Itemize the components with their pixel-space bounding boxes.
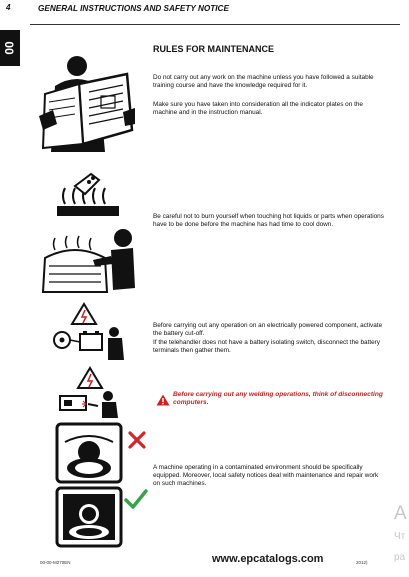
- welding-illustration: [52, 366, 132, 420]
- chapter-tab-label: 00: [2, 41, 17, 55]
- overlay-fragment-2: ра: [394, 552, 406, 563]
- header-title: GENERAL INSTRUCTIONS AND SAFETY NOTICE: [38, 4, 229, 13]
- indicator-plates-notice: Make sure you have taken into consideration all the indicator plates on the machine and in the instruction manual.: [153, 101, 363, 117]
- welding-warning-text: Before carrying out any welding operations, think of disconnecting computers.: [173, 391, 383, 407]
- watermark: www.epcatalogs.com: [212, 553, 324, 565]
- reading-manual-illustration: [35, 52, 135, 157]
- hot-parts-illustration: [35, 170, 140, 295]
- warning-triangle-icon: [156, 394, 170, 406]
- training-notice: Do not carry out any work on the machine unless you have followed a suitable training course and have the knowledge required for it.: [153, 74, 374, 90]
- page-number: 4: [6, 3, 11, 12]
- overlay-fragment-1: Чт: [394, 531, 406, 542]
- document-date-fragment: 2012): [356, 560, 368, 565]
- document-reference: 00-00-M270EN: [40, 560, 71, 565]
- header-rule: [30, 24, 400, 25]
- green-check-icon: [124, 488, 148, 510]
- battery-isolating-text: If the telehandler does not have a battery isolating switch, disconnect the battery terminals then gather them.: [153, 339, 381, 355]
- burn-warning-text: Be careful not to burn yourself when touching hot liquids or parts when operations have to be done before the machine has had time to cool down.: [153, 213, 384, 229]
- battery-cutoff-text: Before carrying out any operation on an electrically powered component, activate the battery cut-off.: [153, 322, 383, 338]
- section-title: RULES FOR MAINTENANCE: [153, 44, 274, 54]
- chapter-tab: [0, 30, 20, 66]
- battery-cutoff-illustration: [50, 302, 130, 364]
- contaminated-environment-text: A machine operating in a contaminated environment should be specifically equipped. Moreover, local safety notices deal with maintenance and repair work on such machines.: [153, 464, 379, 488]
- red-cross-icon: [127, 430, 147, 450]
- overlay-letter: A: [394, 503, 407, 524]
